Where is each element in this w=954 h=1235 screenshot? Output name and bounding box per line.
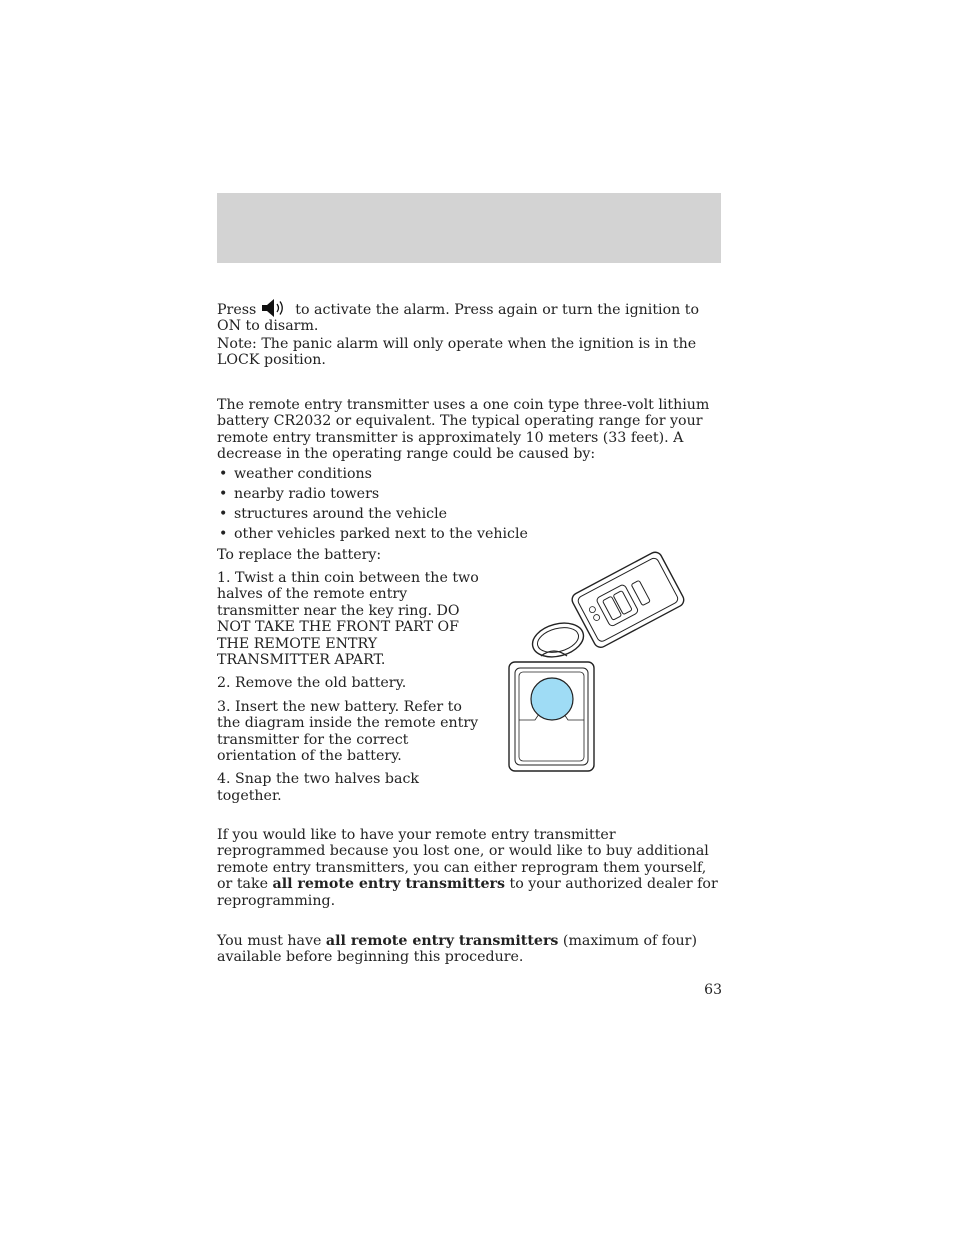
reprogram-text-after: to your authorized dealer for reprogramming. — [217, 876, 718, 909]
remote-transmitter-illustration — [505, 548, 700, 774]
battery-steps — [217, 570, 479, 804]
list-item: • other vehicles parked next to the vehicle — [217, 524, 723, 544]
transmitter-back-half — [509, 651, 594, 771]
requirement-text-before: You must have — [217, 933, 326, 949]
reprogram-paragraph — [217, 827, 723, 909]
panic-speaker-icon — [260, 298, 286, 318]
list-item: • nearby radio towers — [217, 484, 723, 504]
battery-intro: The remote entry transmitter uses a one coin type three-volt lithium battery CR2032 or equivalent. The typical operating range for your remote entry transmitter is approximately 10 meters (33 feet). A decrease in the operating range could be caused by: — [217, 397, 710, 463]
panic-instruction — [217, 298, 723, 335]
reprogram-bold: all remote entry transmitters — [272, 876, 505, 893]
range-causes-list — [217, 464, 723, 544]
press-word: Press — [217, 302, 257, 318]
step-2: 2. Remove the old battery. — [217, 675, 407, 692]
requirement-text-after: (maximum of four) available before beginning this procedure. — [217, 933, 698, 966]
requirement-paragraph — [217, 933, 723, 966]
list-item: • structures around the vehicle — [217, 504, 723, 524]
reprogram-text-before: If you would like to have your remote entry transmitter reprogrammed because you lost one, or would like to buy additional remote entry transmitters, you can either reprogram them yourself, or take — [217, 827, 709, 893]
panic-note: Note: The panic alarm will only operate when the ignition is in the LOCK position. — [217, 336, 697, 369]
page-number: 63 — [704, 982, 722, 998]
step-1: 1. Twist a thin coin between the two halves of the remote entry transmitter near the key ring. DO NOT TAKE THE FRONT PART OF THE REMOTE ENTRY TRANSMITTER APART. — [217, 570, 479, 669]
replace-heading: To replace the battery: — [217, 547, 382, 563]
key-ring — [529, 618, 588, 662]
section-header-band — [217, 193, 721, 263]
list-item: • weather conditions — [217, 464, 723, 484]
transmitter-front-half — [570, 550, 686, 650]
requirement-bold: all remote entry transmitters — [325, 933, 559, 949]
step-3: 3. Insert the new battery. Refer to the diagram inside the remote entry transmitter for the correct orientation of the battery. — [217, 698, 479, 765]
activate-alarm-text: to activate the alarm. Press again or turn the ignition to ON to disarm. — [217, 302, 700, 335]
battery-icon — [531, 678, 573, 720]
step-4: 4. Snap the two halves back together. — [217, 771, 420, 804]
